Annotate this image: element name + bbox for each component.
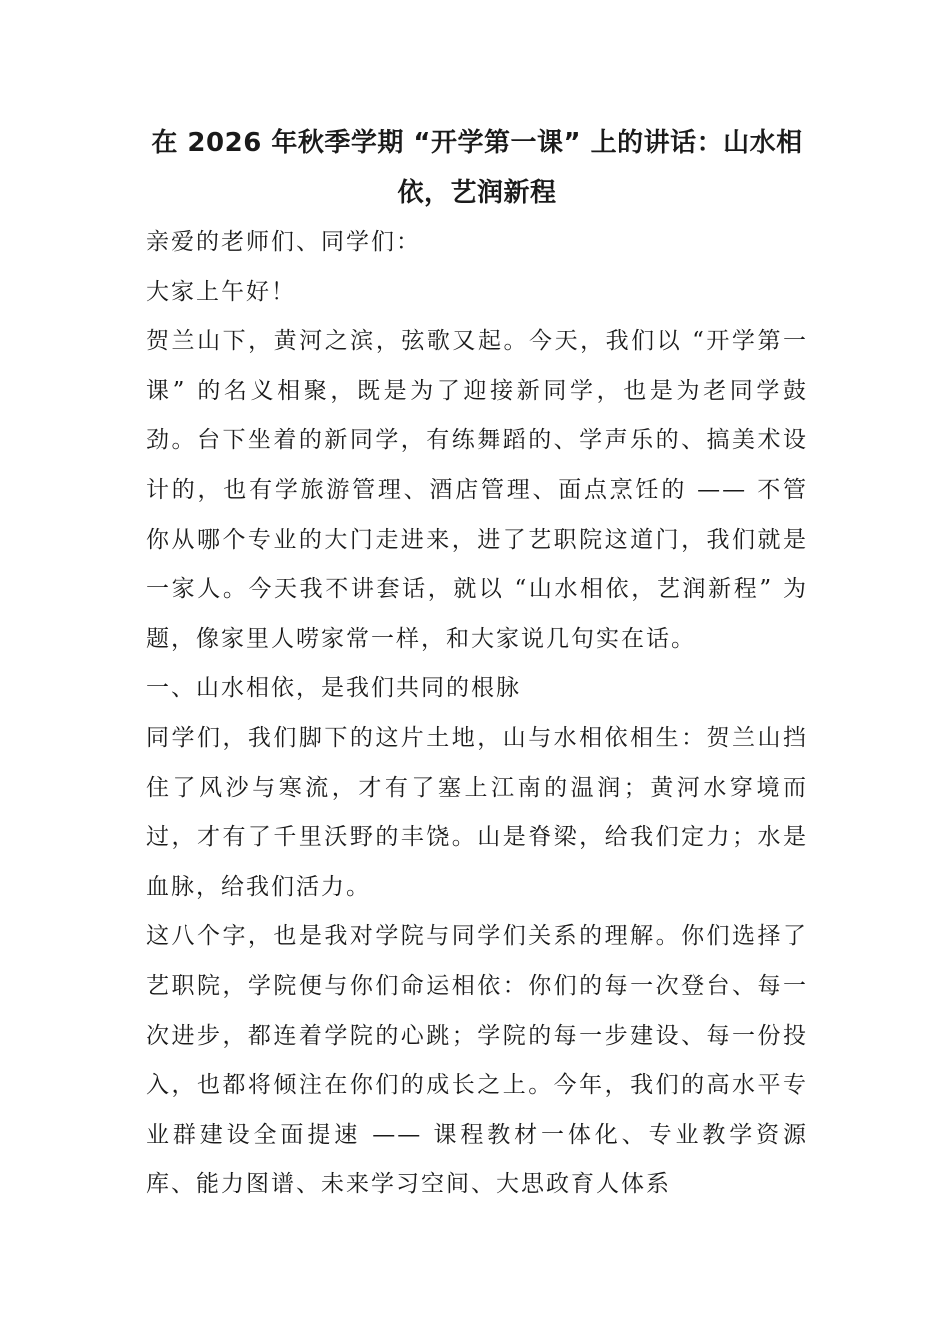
document-title: 在 2026 年秋季学期 “开学第一课” 上的讲话：山水相依，艺润新程 bbox=[151, 128, 803, 208]
speech-text bbox=[146, 218, 808, 1210]
section-heading-1: 一、山水相依，是我们共同的根脉 bbox=[146, 675, 521, 702]
paragraph-intro: 贺兰山下，黄河之滨，弦歌又起。今天，我们以 “开学第一课” 的名义相聚，既是为了迎接新同学，也是为老同学鼓劲。台下坐着的新同学，有练舞蹈的、学声乐的、搞美术设计的，也有学旅游管理、酒店管理、面点烹饪的 —— 不管你从哪个专业的大门走进来，进了艺职院这道门，我们就是一家人。今天我不讲套话，就以 “山水相依，艺润新程” 为题，像家里人唠家常一样，和大家说几句实在话。 bbox=[146, 328, 808, 652]
paragraph-mountains-rivers: 同学们，我们脚下的这片土地，山与水相依相生：贺兰山挡住了风沙与寒流，才有了塞上江南的温润；黄河水穿境而过，才有了千里沃野的丰饶。山是脊梁，给我们定力；水是血脉，给我们活力。 bbox=[146, 724, 808, 900]
document-body bbox=[146, 118, 808, 1210]
paragraph-eight-characters: 这八个字，也是我对学院与同学们关系的理解。你们选择了艺职院，学院便与你们命运相依：你们的每一次登台、每一次进步，都连着学院的心跳；学院的每一步建设、每一份投入，也都将倾注在你们的成长之上。今年，我们的高水平专业群建设全面提速 —— 课程教材一体化、专业教学资源库、能力图谱、未来学习空间、大思政育人体系 bbox=[146, 923, 808, 1198]
greeting: 大家上午好！ bbox=[146, 278, 296, 305]
salutation: 亲爱的老师们、同学们： bbox=[146, 229, 421, 255]
